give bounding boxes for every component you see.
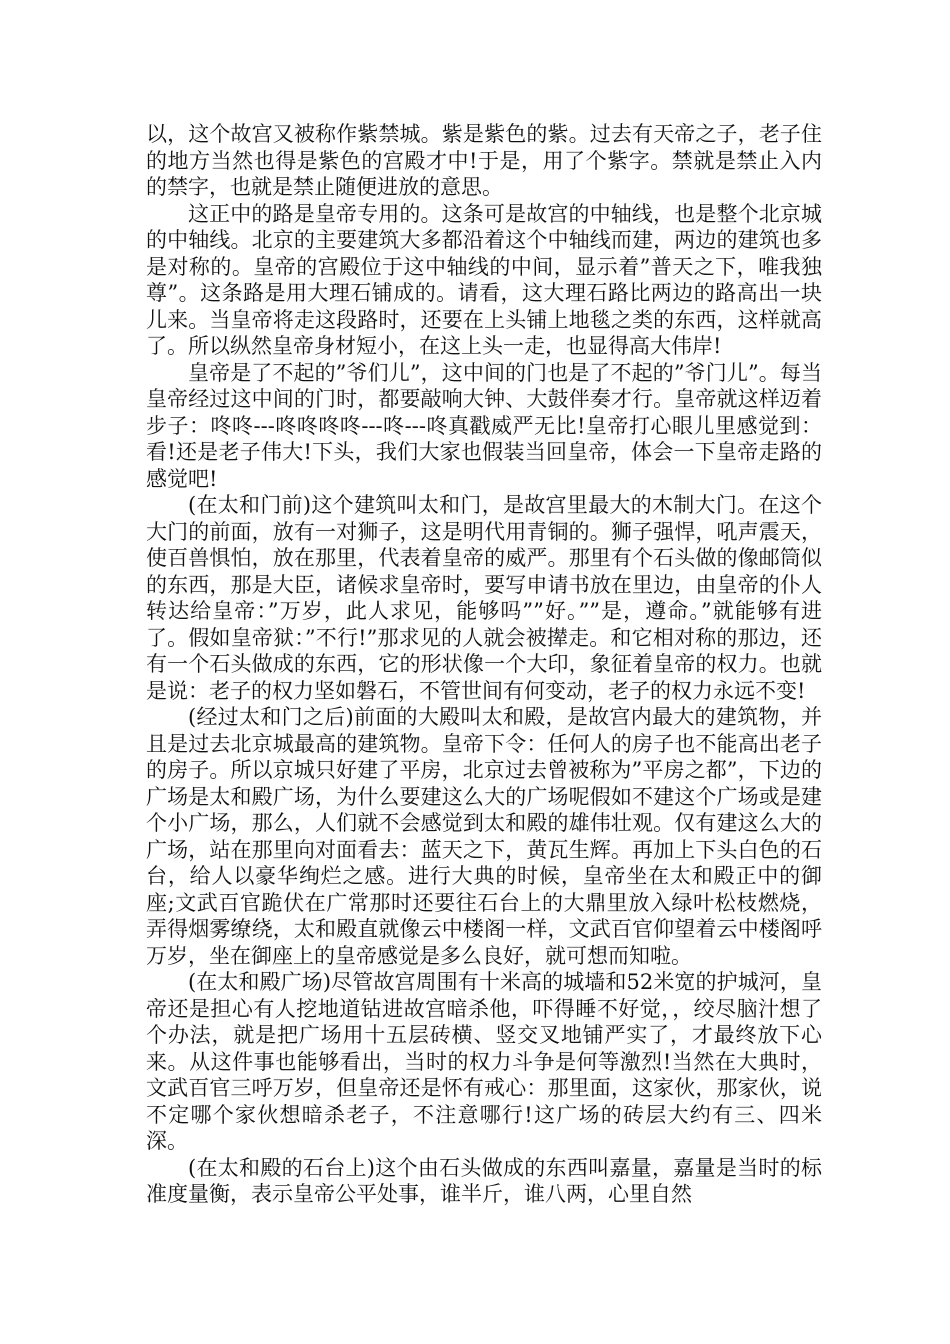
paragraph-4: (在太和门前)这个建筑叫太和门，是故宫里最大的木制大门。在这个大门的前面，放有一对狮子，这是明代用青铜的。狮子强悍，吼声震天，使百兽惧怕，放在那里，代表着皇帝的威严。那里有个石头做的像邮筒似的东西，那是大臣，诸候求皇帝时，要写申请书放在里边，由皇帝的仆人转达给皇帝：”万岁，此人求见，能够吗””好。””是，遵命。”就能够有进了。假如皇帝狱：”不行!”那求见的人就会被撵走。和它相对称的那边，还有一个石头做成的东西，它的形状像一个大印，象征着皇帝的权力。也就是说：老子的权力坚如磐石，不管世间有何变动，老子的权力永远不变! bbox=[146, 493, 822, 703]
paragraph-6: (在太和殿广场)尽管故宫周围有十米高的城墙和52米宽的护城河，皇帝还是担心有人挖地道钻进故宫暗杀他，吓得睡不好觉，，绞尽脑汁想了个办法，就是把广场用十五层砖横、竖交叉地铺严实了，才最终放下心来。从这件事也能够看出，当时的权力斗争是何等激烈!当然在大典时，文武百官三呼万岁，但皇帝还是怀有戒心：那里面，这家伙，那家伙，说不定哪个家伙想暗杀老子，不注意哪行!这广场的砖层大约有三、四米深。 bbox=[146, 970, 822, 1153]
paragraph-3: 皇帝是了不起的”爷们儿”，这中间的门也是了不起的”爷门儿”。每当皇帝经过这中间的门时，都要敲响大钟、大鼓伴奏才行。皇帝就这样迈着步子：咚咚---咚咚咚咚---咚---咚真戳威严无比!皇帝打心眼儿里感觉到：看!还是老子伟大!下头，我们大家也假装当回皇帝，体会一下皇帝走路的感觉吧! bbox=[146, 360, 822, 491]
document-page bbox=[146, 121, 822, 1208]
paragraph-5: (经过太和门之后)前面的大殿叫太和殿，是故宫内最大的建筑物，并且是过去北京城最高的建筑物。皇帝下令：任何人的房子也不能高出老子的房子。所以京城只好建了平房，北京过去曾被称为”平房之都”，下边的广场是太和殿广场，为什么要建这么大的广场呢假如不建这个广场或是建个小广场，那么，人们就不会感觉到太和殿的雄伟壮观。仅有建这么大的广场，站在那里向对面看去：蓝天之下，黄瓦生辉。再加上下头白色的石台，给人以豪华绚烂之感。进行大典的时候，皇帝坐在太和殿正中的御座;文武百官跪伏在广常那时还要往石台上的大鼎里放入绿叶松枝燃烧，弄得烟雾缭绕，太和殿直就像云中楼阁一样，文武百官仰望着云中楼阁呼万岁，坐在御座上的皇帝感觉是多么良好，就可想而知啦。 bbox=[146, 705, 822, 968]
paragraph-2: 这正中的路是皇帝专用的。这条可是故宫的中轴线，也是整个北京城的中轴线。北京的主要建筑大多都沿着这个中轴线而建，两边的建筑也多是对称的。皇帝的宫殿位于这中轴线的中间，显示着”普天之下，唯我独尊”。这条路是用大理石铺成的。请看，这大理石路比两边的路高出一块儿来。当皇帝将走这段路时，还要在上头铺上地毯之类的东西，这样就高了。所以纵然皇帝身材短小，在这上头一走，也显得高大伟岸! bbox=[146, 201, 822, 358]
paragraph-7: (在太和殿的石台上)这个由石头做成的东西叫嘉量，嘉量是当时的标准度量衡，表示皇帝公平处事，谁半斤，谁八两，心里自然 bbox=[146, 1155, 822, 1206]
paragraph-1: 以，这个故宫又被称作紫禁城。紫是紫色的紫。过去有天帝之子，老子住的地方当然也得是紫色的宫殿才中!于是，用了个紫字。禁就是禁止入内的禁字，也就是禁止随便进放的意思。 bbox=[146, 122, 822, 199]
